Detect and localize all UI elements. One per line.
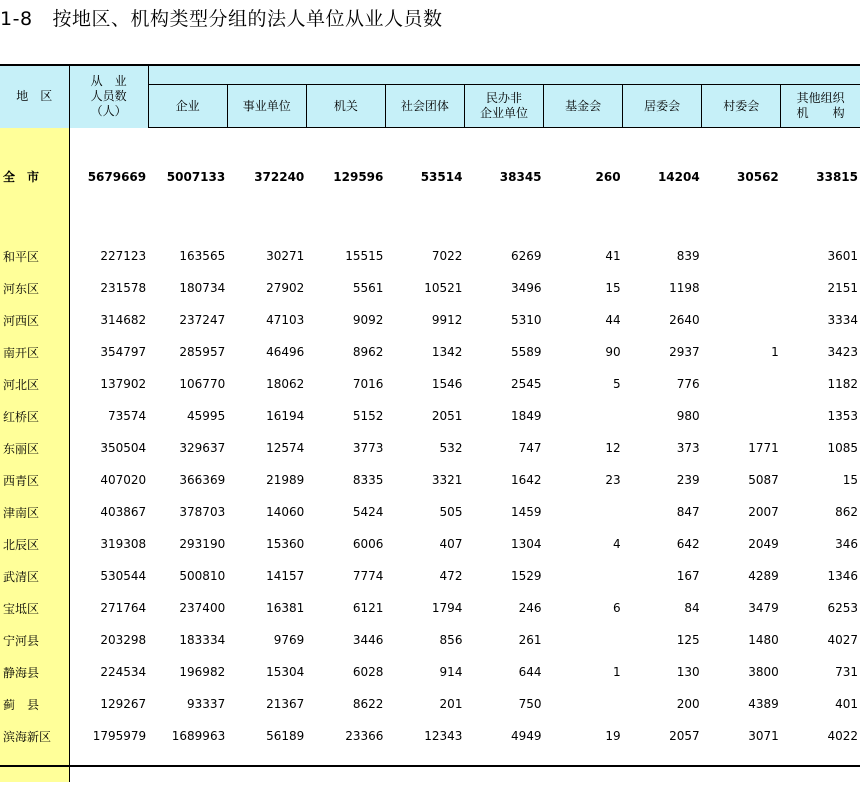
value-cell: 93337 <box>187 697 226 711</box>
value-cell: 18062 <box>266 377 305 391</box>
table-row <box>0 720 860 752</box>
value-cell: 5310 <box>510 313 542 327</box>
value-cell: 401 <box>835 697 858 711</box>
value-cell: 163565 <box>179 249 226 263</box>
value-cell: 329637 <box>179 441 226 455</box>
value-cell: 3446 <box>352 633 384 647</box>
value-cell: 847 <box>676 505 700 519</box>
value-cell: 2545 <box>510 377 542 391</box>
bottom-rule <box>0 765 860 767</box>
value-cell: 776 <box>676 377 700 391</box>
category-column-header: 事业单位 <box>227 85 306 128</box>
category-column-header: 企业 <box>148 85 227 128</box>
value-cell: 12574 <box>266 441 305 455</box>
value-cell: 2007 <box>748 505 779 519</box>
value-cell: 3601 <box>827 249 858 263</box>
value-cell: 3334 <box>827 313 858 327</box>
value-cell: 3800 <box>748 665 779 679</box>
value-cell: 1546 <box>431 377 463 391</box>
value-cell: 1085 <box>827 441 858 455</box>
value-cell: 10521 <box>424 281 463 295</box>
region-name: 红桥区 <box>0 400 69 432</box>
header-band <box>148 65 860 85</box>
value-cell: 350504 <box>100 441 147 455</box>
table-row <box>0 624 860 656</box>
value-cell: 472 <box>439 569 463 583</box>
value-cell <box>702 368 781 400</box>
region-name: 河西区 <box>0 304 69 336</box>
value-cell: 4027 <box>827 633 858 647</box>
value-cell: 261 <box>518 633 542 647</box>
value-cell: 366369 <box>179 473 226 487</box>
value-cell: 6006 <box>352 537 384 551</box>
value-cell: 1794 <box>431 601 463 615</box>
value-cell: 15 <box>842 473 858 487</box>
category-column-header: 居委会 <box>623 85 702 128</box>
value-cell: 1771 <box>748 441 779 455</box>
page-title <box>0 4 443 34</box>
value-cell: 2640 <box>669 313 700 327</box>
table-row <box>0 432 860 464</box>
region-name: 北辰区 <box>0 528 69 560</box>
value-cell: 46496 <box>266 345 305 359</box>
value-cell: 4289 <box>748 569 779 583</box>
value-cell <box>544 624 623 656</box>
value-cell: 3773 <box>352 441 384 455</box>
value-cell: 130 <box>676 665 700 679</box>
value-cell: 56189 <box>266 729 305 743</box>
table-row <box>0 592 860 624</box>
total-column-header: 从 业 人员数 （人） <box>69 65 148 128</box>
value-cell: 246 <box>518 601 542 615</box>
value-cell: 642 <box>676 537 700 551</box>
value-cell <box>544 560 623 592</box>
value-cell: 354797 <box>100 345 147 359</box>
value-cell: 9769 <box>273 633 305 647</box>
table-row <box>0 528 860 560</box>
value-cell: 530544 <box>100 569 147 583</box>
value-cell: 6269 <box>510 249 542 263</box>
category-column-header: 村委会 <box>702 85 781 128</box>
value-cell: 196982 <box>179 665 226 679</box>
value-cell: 407 <box>439 537 463 551</box>
value-cell: 183334 <box>179 633 226 647</box>
category-column-header: 机关 <box>306 85 385 128</box>
value-cell: 4 <box>612 537 621 551</box>
table-row <box>0 240 860 272</box>
total-value-cell: 33815 <box>816 170 858 184</box>
value-cell: 2049 <box>748 537 779 551</box>
value-cell: 23 <box>605 473 621 487</box>
value-cell: 21367 <box>266 697 305 711</box>
value-cell: 19 <box>605 729 621 743</box>
value-cell: 5561 <box>352 281 384 295</box>
value-cell: 45995 <box>187 409 226 423</box>
region-name: 河东区 <box>0 272 69 304</box>
value-cell: 747 <box>518 441 542 455</box>
category-column-header: 社会团体 <box>385 85 464 128</box>
value-cell <box>544 496 623 528</box>
region-column-header: 地 区 <box>0 65 69 128</box>
value-cell: 231578 <box>100 281 147 295</box>
table-row <box>0 656 860 688</box>
value-cell: 644 <box>518 665 542 679</box>
value-cell: 319308 <box>100 537 147 551</box>
total-row <box>0 128 860 227</box>
value-cell: 1849 <box>510 409 542 423</box>
value-cell: 293190 <box>179 537 226 551</box>
value-cell: 7016 <box>352 377 384 391</box>
value-cell: 3321 <box>431 473 463 487</box>
value-cell: 1 <box>771 345 779 359</box>
value-cell: 4389 <box>748 697 779 711</box>
value-cell: 839 <box>676 249 700 263</box>
region-name: 宁河县 <box>0 624 69 656</box>
value-cell: 5087 <box>748 473 779 487</box>
value-cell: 1353 <box>827 409 858 423</box>
value-cell <box>544 688 623 720</box>
value-cell: 314682 <box>100 313 147 327</box>
value-cell: 3423 <box>827 345 858 359</box>
table-row <box>0 304 860 336</box>
value-cell: 5 <box>612 377 621 391</box>
value-cell: 8622 <box>352 697 384 711</box>
table-row <box>0 336 860 368</box>
value-cell: 137902 <box>100 377 147 391</box>
value-cell: 1346 <box>827 569 858 583</box>
value-cell: 1689963 <box>171 729 226 743</box>
employment-table <box>0 64 860 782</box>
value-cell <box>702 272 781 304</box>
value-cell: 505 <box>439 505 463 519</box>
value-cell: 1480 <box>748 633 779 647</box>
value-cell: 125 <box>676 633 700 647</box>
total-value-cell: 30562 <box>737 170 779 184</box>
region-name: 静海县 <box>0 656 69 688</box>
value-cell: 106770 <box>179 377 226 391</box>
value-cell: 3479 <box>748 601 779 615</box>
region-name: 南开区 <box>0 336 69 368</box>
value-cell: 2151 <box>827 281 858 295</box>
region-name: 宝坻区 <box>0 592 69 624</box>
value-cell: 237247 <box>179 313 226 327</box>
value-cell <box>702 240 781 272</box>
value-cell: 15360 <box>266 537 305 551</box>
value-cell: 5589 <box>510 345 542 359</box>
table-title: 按地区、机构类型分组的法人单位从业人员数 <box>52 8 443 30</box>
total-value-cell: 14204 <box>657 170 700 184</box>
value-cell: 2051 <box>431 409 463 423</box>
value-cell: 271764 <box>100 601 147 615</box>
value-cell: 12 <box>605 441 621 455</box>
value-cell: 407020 <box>100 473 147 487</box>
value-cell: 27902 <box>266 281 305 295</box>
region-name: 津南区 <box>0 496 69 528</box>
value-cell: 1304 <box>510 537 542 551</box>
value-cell: 6253 <box>827 601 858 615</box>
value-cell: 1459 <box>510 505 542 519</box>
value-cell: 14157 <box>266 569 305 583</box>
region-name: 全 市 <box>0 128 69 227</box>
total-value-cell: 5007133 <box>166 170 226 184</box>
value-cell: 6 <box>612 601 621 615</box>
value-cell: 21989 <box>266 473 305 487</box>
value-cell: 373 <box>676 441 700 455</box>
value-cell: 500810 <box>179 569 226 583</box>
table-row <box>0 560 860 592</box>
total-value-cell: 372240 <box>254 170 305 184</box>
value-cell <box>544 400 623 432</box>
value-cell: 129267 <box>100 697 147 711</box>
value-cell: 12343 <box>424 729 463 743</box>
value-cell: 16194 <box>266 409 305 423</box>
value-cell: 914 <box>439 665 463 679</box>
value-cell: 23366 <box>345 729 384 743</box>
value-cell: 532 <box>439 441 463 455</box>
total-value-cell: 129596 <box>333 170 384 184</box>
value-cell: 15 <box>605 281 621 295</box>
table-number: 1-8 <box>0 8 33 30</box>
region-name: 武清区 <box>0 560 69 592</box>
total-value-cell: 38345 <box>499 170 542 184</box>
spacer-row <box>0 226 860 240</box>
value-cell: 30271 <box>266 249 305 263</box>
total-value-cell: 53514 <box>420 170 463 184</box>
table-header <box>0 65 860 128</box>
value-cell: 9092 <box>352 313 384 327</box>
table-row <box>0 464 860 496</box>
value-cell: 856 <box>439 633 463 647</box>
region-name: 西青区 <box>0 464 69 496</box>
value-cell: 8962 <box>352 345 384 359</box>
padding-row <box>0 752 860 782</box>
region-name: 蓟 县 <box>0 688 69 720</box>
value-cell: 403867 <box>100 505 147 519</box>
value-cell: 16381 <box>266 601 305 615</box>
value-cell: 7022 <box>431 249 463 263</box>
value-cell: 227123 <box>100 249 147 263</box>
value-cell: 8335 <box>352 473 384 487</box>
value-cell: 84 <box>684 601 700 615</box>
value-cell: 224534 <box>100 665 147 679</box>
table-row <box>0 688 860 720</box>
value-cell: 44 <box>605 313 621 327</box>
value-cell: 73574 <box>107 409 147 423</box>
value-cell: 1342 <box>431 345 463 359</box>
region-name: 滨海新区 <box>0 720 69 752</box>
value-cell: 5424 <box>352 505 384 519</box>
value-cell: 239 <box>676 473 700 487</box>
table-row <box>0 368 860 400</box>
region-name: 东丽区 <box>0 432 69 464</box>
value-cell: 90 <box>605 345 621 359</box>
value-cell: 4949 <box>510 729 542 743</box>
value-cell: 378703 <box>179 505 226 519</box>
value-cell: 1795979 <box>92 729 147 743</box>
value-cell: 14060 <box>266 505 305 519</box>
value-cell: 4022 <box>827 729 858 743</box>
value-cell: 1529 <box>510 569 542 583</box>
table-row <box>0 496 860 528</box>
table-body <box>0 128 860 783</box>
value-cell: 7774 <box>352 569 384 583</box>
category-column-header: 民办非 企业单位 <box>464 85 543 128</box>
value-cell: 2057 <box>669 729 700 743</box>
value-cell: 980 <box>676 409 700 423</box>
table-row <box>0 272 860 304</box>
value-cell: 41 <box>605 249 621 263</box>
value-cell: 3496 <box>510 281 542 295</box>
value-cell: 200 <box>676 697 700 711</box>
value-cell: 346 <box>835 537 858 551</box>
value-cell: 862 <box>835 505 858 519</box>
value-cell: 237400 <box>179 601 226 615</box>
value-cell: 1182 <box>827 377 858 391</box>
region-name: 河北区 <box>0 368 69 400</box>
category-column-header: 基金会 <box>544 85 623 128</box>
value-cell <box>702 304 781 336</box>
value-cell: 731 <box>835 665 858 679</box>
data-sheet <box>0 64 860 782</box>
value-cell: 3071 <box>748 729 779 743</box>
value-cell: 180734 <box>179 281 226 295</box>
value-cell: 5152 <box>352 409 384 423</box>
table-row <box>0 400 860 432</box>
value-cell: 1198 <box>669 281 700 295</box>
value-cell: 167 <box>676 569 700 583</box>
total-value-cell: 260 <box>595 170 621 184</box>
value-cell: 2937 <box>669 345 700 359</box>
category-column-header: 其他组织 机 构 <box>781 85 860 128</box>
value-cell: 6121 <box>352 601 384 615</box>
value-cell <box>702 400 781 432</box>
value-cell: 15304 <box>266 665 305 679</box>
value-cell: 285957 <box>179 345 226 359</box>
value-cell: 201 <box>439 697 463 711</box>
value-cell: 750 <box>518 697 542 711</box>
value-cell: 203298 <box>100 633 147 647</box>
total-value-cell: 5679669 <box>87 169 147 184</box>
value-cell: 9912 <box>431 313 463 327</box>
value-cell: 6028 <box>352 665 384 679</box>
value-cell: 15515 <box>345 249 384 263</box>
value-cell: 1 <box>612 665 621 679</box>
value-cell: 1642 <box>510 473 542 487</box>
value-cell: 47103 <box>266 313 305 327</box>
region-name: 和平区 <box>0 240 69 272</box>
